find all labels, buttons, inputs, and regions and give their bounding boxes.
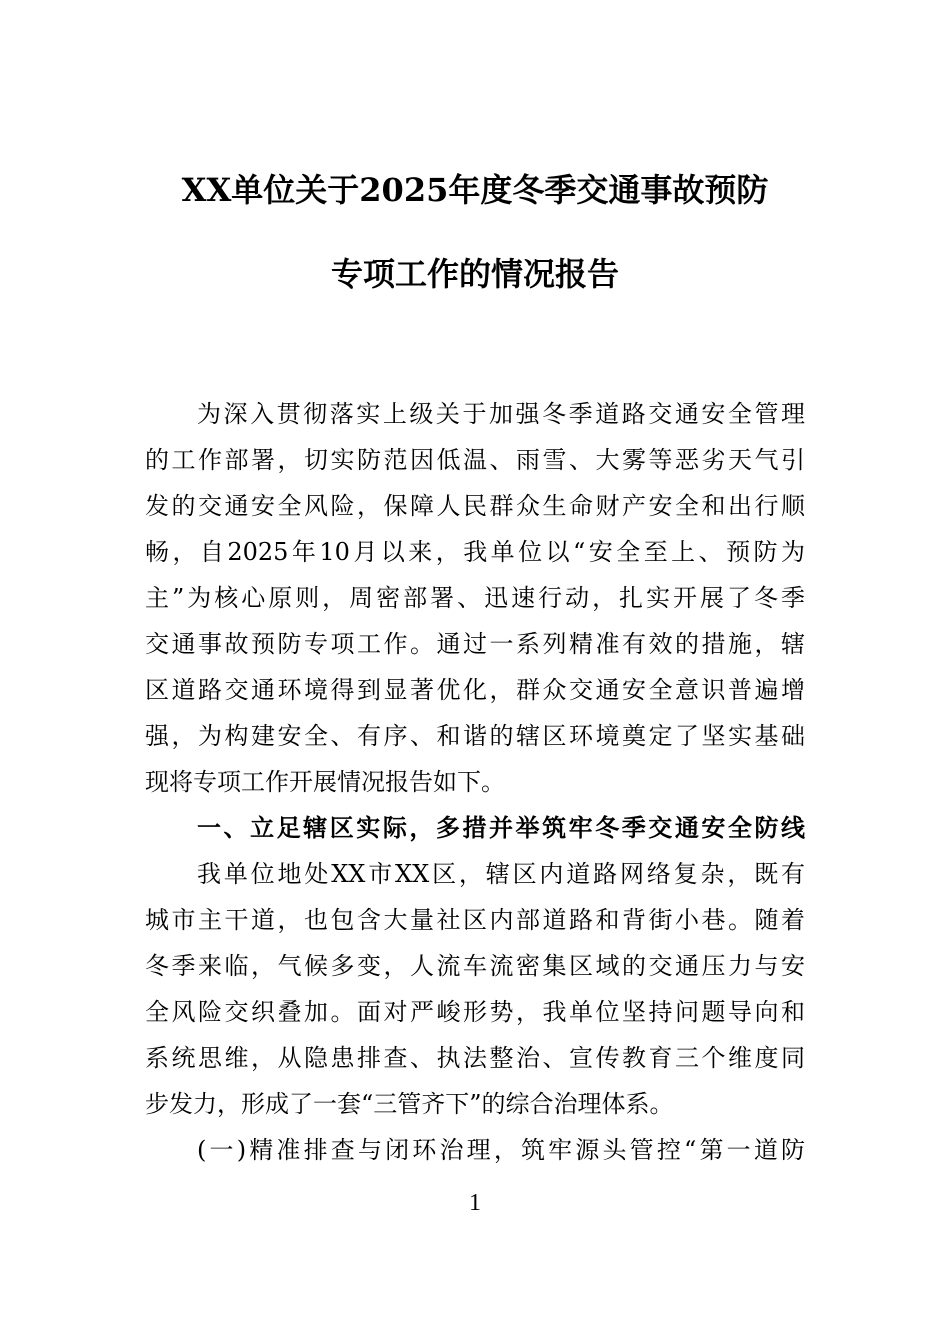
intro-line: 强，为构建安全、有序、和谐的辖区环境奠定了坚实基础 — [145, 722, 805, 750]
section-1-line: 我单位地处XX市XX区，辖区内道路网络复杂，既有 — [197, 860, 805, 888]
subsection-1-line: (一)精准排查与闭环治理，筑牢源头管控“第一道防 — [197, 1136, 805, 1164]
intro-line: 现将专项工作开展情况报告如下。 — [145, 768, 505, 796]
intro-line: 为深入贯彻落实上级关于加强冬季道路交通安全管理 — [197, 400, 805, 428]
section-1-line: 系统思维，从隐患排查、执法整治、宣传教育三个维度同 — [145, 1044, 805, 1072]
document-title-line-1: XX单位关于2025年度冬季交通事故预防 — [181, 171, 769, 209]
intro-line: 的工作部署，切实防范因低温、雨雪、大雾等恶劣天气引 — [145, 446, 805, 474]
section-1-line: 全风险交织叠加。面对严峻形势，我单位坚持问题导向和 — [145, 998, 805, 1026]
page-number: 1 — [469, 1190, 481, 1216]
section-1-line: 步发力，形成了一套“三管齐下”的综合治理体系。 — [145, 1090, 674, 1118]
document-title-line-2: 专项工作的情况报告 — [330, 255, 619, 293]
section-1-line: 城市主干道，也包含大量社区内部道路和背街小巷。随着 — [145, 906, 805, 934]
intro-line: 畅，自2025年10月以来，我单位以“安全至上、预防为 — [145, 538, 805, 566]
section-1-line: 冬季来临，气候多变，人流车流密集区域的交通压力与安 — [145, 952, 805, 980]
intro-line: 主”为核心原则，周密部署、迅速行动，扎实开展了冬季 — [145, 584, 805, 612]
intro-line: 发的交通安全风险，保障人民群众生命财产安全和出行顺 — [145, 492, 805, 520]
section-1-heading: 一、立足辖区实际，多措并举筑牢冬季交通安全防线 — [197, 814, 805, 842]
intro-line: 区道路交通环境得到显著优化，群众交通安全意识普遍增 — [145, 676, 805, 704]
intro-line: 交通事故预防专项工作。通过一系列精准有效的措施，辖 — [145, 630, 805, 658]
